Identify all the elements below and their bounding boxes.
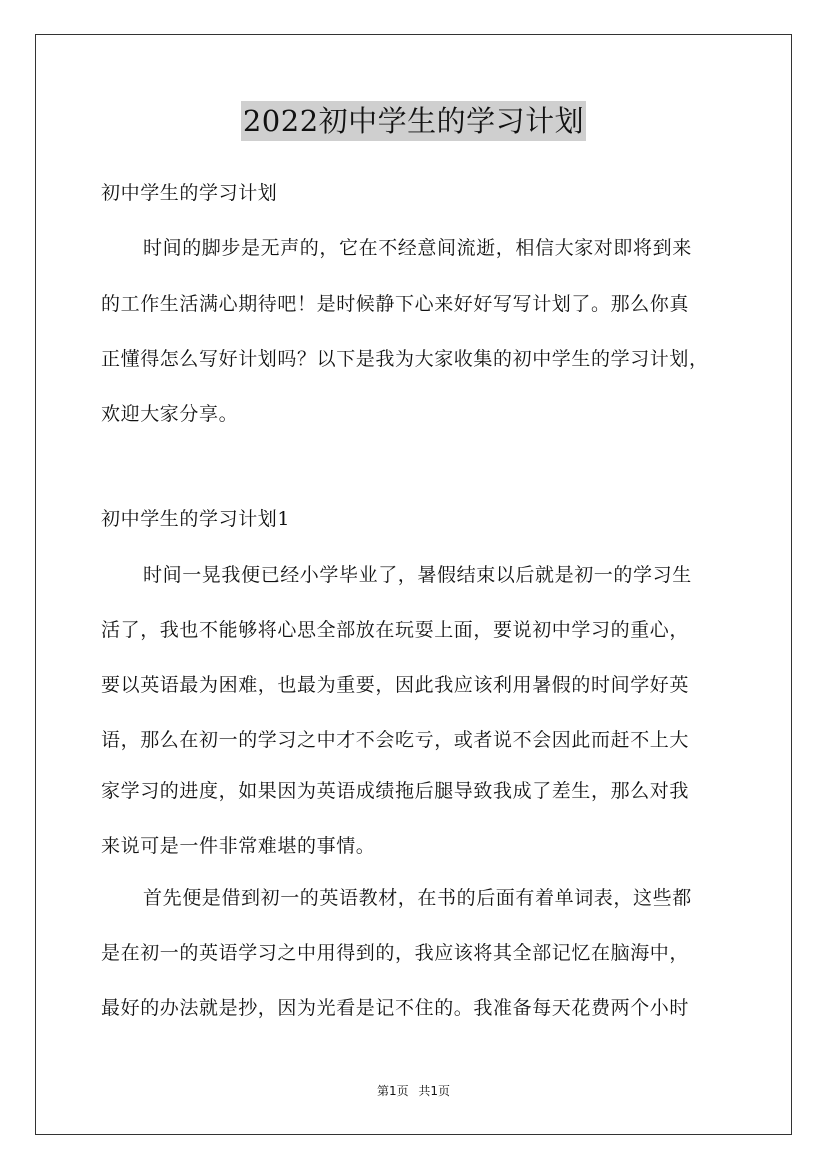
subheading: 初中学生的学习计划1 — [101, 508, 291, 530]
paragraph-line: 活了，我也不能够将心思全部放在玩耍上面，要说初中学习的重心， — [101, 619, 690, 641]
page-total: 共1页 — [418, 1084, 451, 1098]
subheading: 初中学生的学习计划 — [101, 182, 278, 204]
paragraph-line: 最好的办法就是抄，因为光看是记不住的。我准备每天花费两个小时 — [101, 997, 690, 1019]
paragraph-line: 要以英语最为困难，也最为重要，因此我应该利用暑假的时间学好英 — [101, 674, 690, 696]
paragraph-line: 是在初一的英语学习之中用得到的，我应该将其全部记忆在脑海中， — [101, 942, 690, 964]
paragraph-line: 语，那么在初一的学习之中才不会吃亏，或者说不会因此而赶不上大 — [101, 729, 690, 751]
paragraph-line: 时间一晃我便已经小学毕业了，暑假结束以后就是初一的学习生 — [143, 564, 692, 586]
title-container — [0, 101, 827, 141]
paragraph-line: 家学习的进度，如果因为英语成绩拖后腿导致我成了差生，那么对我 — [101, 780, 690, 802]
page-footer — [0, 1082, 827, 1099]
paragraph-line: 时间的脚步是无声的，它在不经意间流逝，相信大家对即将到来 — [143, 237, 692, 259]
paragraph-line: 的工作生活满心期待吧！是时候静下心来好好写写计划了。那么你真 — [101, 293, 690, 315]
paragraph-line: 首先便是借到初一的英语教材，在书的后面有着单词表，这些都 — [143, 887, 692, 909]
page-number: 第1页 — [376, 1084, 409, 1098]
document-title: 2022初中学生的学习计划 — [241, 101, 586, 141]
paragraph-line: 正懂得怎么写好计划吗？以下是我为大家收集的初中学生的学习计划， — [101, 348, 709, 370]
paragraph-line: 欢迎大家分享。 — [101, 403, 239, 425]
paragraph-line: 来说可是一件非常难堪的事情。 — [101, 835, 376, 857]
